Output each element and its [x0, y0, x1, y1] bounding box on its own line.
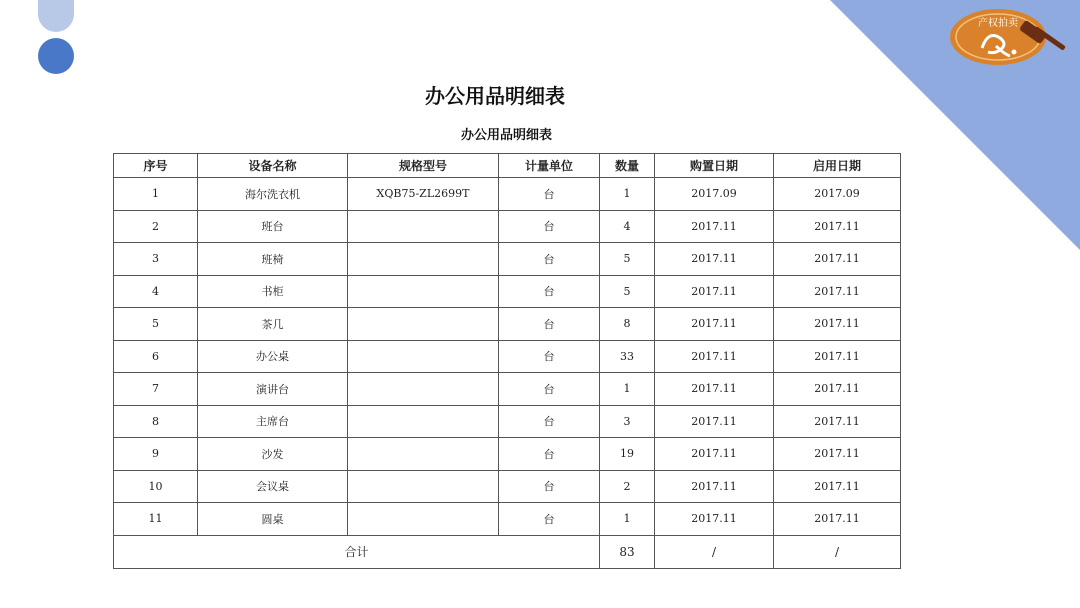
cell-start-date: 2017.11 [774, 308, 901, 341]
table-header-row [114, 154, 901, 178]
table-row [114, 243, 901, 276]
cell-device-name: 圆桌 [198, 503, 348, 536]
cell-unit: 台 [499, 243, 600, 276]
table-row [114, 503, 901, 536]
cell-index: 9 [114, 438, 198, 471]
total-row [114, 535, 901, 568]
header-start-date: 启用日期 [774, 154, 901, 178]
cell-purchase-date: 2017.11 [655, 438, 774, 471]
table-row [114, 373, 901, 406]
cell-index: 3 [114, 243, 198, 276]
header-device-name: 设备名称 [198, 154, 348, 178]
cell-start-date: 2017.11 [774, 243, 901, 276]
cell-unit: 台 [499, 470, 600, 503]
header-index: 序号 [114, 154, 198, 178]
cell-start-date: 2017.11 [774, 373, 901, 406]
office-supplies-table [113, 153, 901, 569]
cell-index: 11 [114, 503, 198, 536]
cell-start-date: 2017.11 [774, 438, 901, 471]
decor-tab [38, 0, 74, 32]
total-purchase-date: / [655, 535, 774, 568]
cell-purchase-date: 2017.11 [655, 243, 774, 276]
cell-quantity: 19 [600, 438, 655, 471]
cell-quantity: 3 [600, 405, 655, 438]
cell-device-name: 演讲台 [198, 373, 348, 406]
cell-unit: 台 [499, 178, 600, 211]
cell-model: XQB75-ZL2699T [348, 178, 499, 211]
cell-unit: 台 [499, 438, 600, 471]
table-row [114, 405, 901, 438]
cell-unit: 台 [499, 373, 600, 406]
cell-quantity: 2 [600, 470, 655, 503]
table-row [114, 275, 901, 308]
cell-device-name: 海尔洗衣机 [198, 178, 348, 211]
cell-model [348, 275, 499, 308]
cell-quantity: 1 [600, 503, 655, 536]
cell-model [348, 373, 499, 406]
cell-model [348, 503, 499, 536]
cell-model [348, 243, 499, 276]
cell-purchase-date: 2017.11 [655, 373, 774, 406]
cell-index: 8 [114, 405, 198, 438]
cell-device-name: 办公桌 [198, 340, 348, 373]
header-unit: 计量单位 [499, 154, 600, 178]
cell-index: 2 [114, 210, 198, 243]
cell-start-date: 2017.11 [774, 340, 901, 373]
cell-start-date: 2017.11 [774, 210, 901, 243]
cell-purchase-date: 2017.11 [655, 503, 774, 536]
cell-start-date: 2017.11 [774, 503, 901, 536]
cell-purchase-date: 2017.11 [655, 210, 774, 243]
cell-index: 5 [114, 308, 198, 341]
cell-model [348, 340, 499, 373]
cell-model [348, 438, 499, 471]
decor-dot [38, 38, 74, 74]
header-model: 规格型号 [348, 154, 499, 178]
cell-index: 10 [114, 470, 198, 503]
cell-start-date: 2017.11 [774, 405, 901, 438]
gavel-logo-icon [948, 4, 1072, 70]
cell-start-date: 2017.11 [774, 275, 901, 308]
header-quantity: 数量 [600, 154, 655, 178]
cell-device-name: 书柜 [198, 275, 348, 308]
cell-unit: 台 [499, 210, 600, 243]
page-title: 办公用品明细表 [425, 84, 565, 108]
cell-device-name: 会议桌 [198, 470, 348, 503]
cell-purchase-date: 2017.11 [655, 405, 774, 438]
cell-model [348, 210, 499, 243]
cell-model [348, 470, 499, 503]
cell-index: 6 [114, 340, 198, 373]
cell-quantity: 33 [600, 340, 655, 373]
table-row [114, 470, 901, 503]
cell-unit: 台 [499, 503, 600, 536]
table-row [114, 308, 901, 341]
cell-device-name: 班椅 [198, 243, 348, 276]
cell-quantity: 5 [600, 275, 655, 308]
cell-quantity: 5 [600, 243, 655, 276]
cell-unit: 台 [499, 308, 600, 341]
cell-device-name: 班台 [198, 210, 348, 243]
cell-purchase-date: 2017.11 [655, 470, 774, 503]
table-row [114, 210, 901, 243]
cell-model [348, 308, 499, 341]
cell-device-name: 主席台 [198, 405, 348, 438]
header-purchase-date: 购置日期 [655, 154, 774, 178]
cell-quantity: 1 [600, 373, 655, 406]
cell-device-name: 沙发 [198, 438, 348, 471]
cell-index: 4 [114, 275, 198, 308]
cell-purchase-date: 2017.11 [655, 275, 774, 308]
cell-purchase-date: 2017.11 [655, 308, 774, 341]
table-row [114, 438, 901, 471]
cell-start-date: 2017.11 [774, 470, 901, 503]
cell-index: 1 [114, 178, 198, 211]
cell-unit: 台 [499, 340, 600, 373]
cell-start-date: 2017.09 [774, 178, 901, 211]
table-row [114, 178, 901, 211]
total-label: 合计 [114, 535, 600, 568]
cell-purchase-date: 2017.11 [655, 340, 774, 373]
cell-purchase-date: 2017.09 [655, 178, 774, 211]
cell-quantity: 1 [600, 178, 655, 211]
table-caption: 办公用品明细表 [460, 128, 552, 143]
logo-text: 产权拍卖 [978, 18, 1018, 29]
table-row [114, 340, 901, 373]
cell-unit: 台 [499, 275, 600, 308]
total-start-date: / [774, 535, 901, 568]
cell-index: 7 [114, 373, 198, 406]
cell-device-name: 茶几 [198, 308, 348, 341]
cell-quantity: 8 [600, 308, 655, 341]
cell-unit: 台 [499, 405, 600, 438]
cell-quantity: 4 [600, 210, 655, 243]
cell-model [348, 405, 499, 438]
total-quantity: 83 [600, 535, 655, 568]
